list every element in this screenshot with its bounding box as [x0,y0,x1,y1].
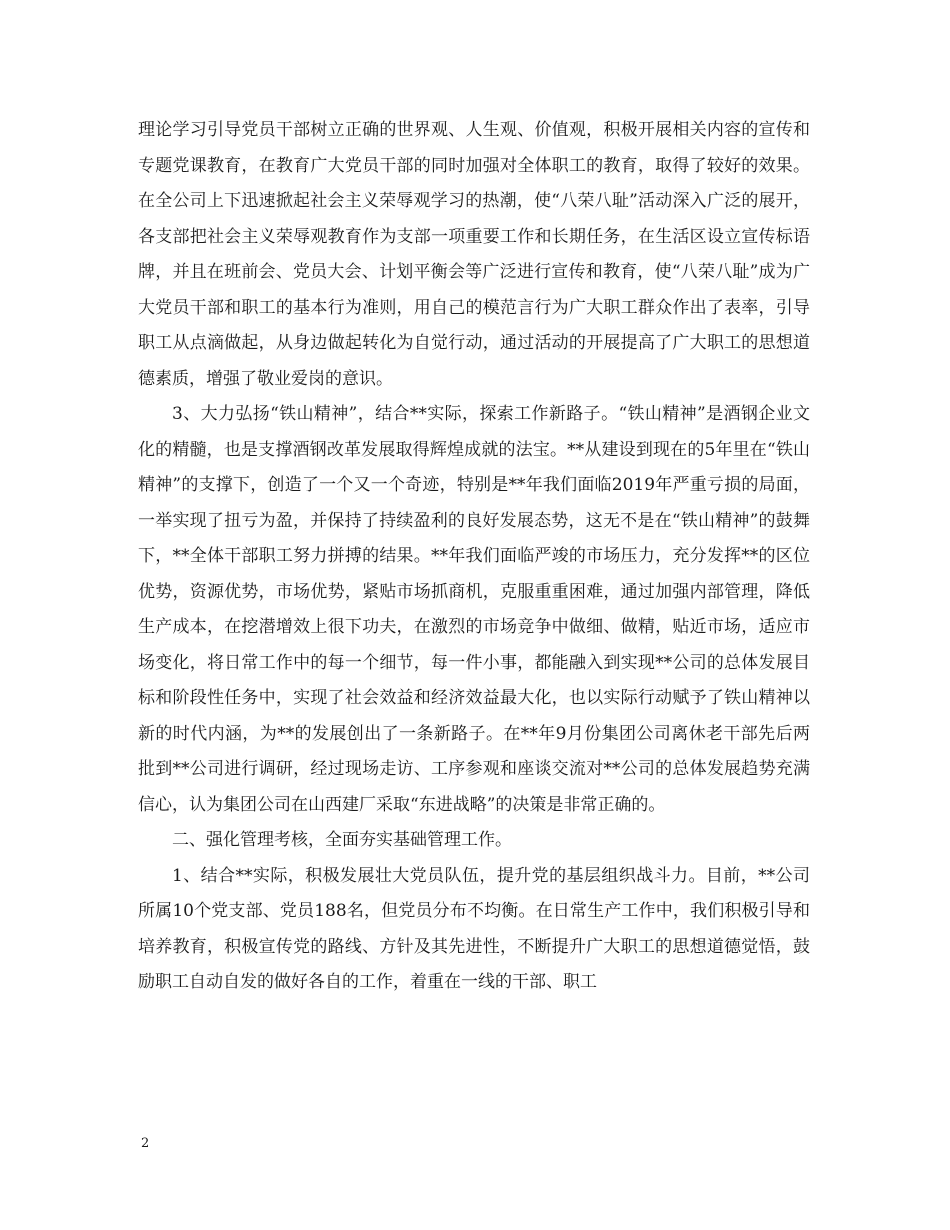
paragraph-continued: 理论学习引导党员干部树立正确的世界观、人生观、价值观，积极开展相关内容的宣传和专题党课教育，在教育广大党员干部的同时加强对全体职工的教育，取得了较好的效果。在全公司上下迅速掀起社会主义荣辱观学习的热潮，使“八荣八耻”活动深入广泛的展开，各支部把社会主义荣辱观教育作为支部一项重要工作和长期任务，在生活区设立宣传标语牌，并且在班前会、党员大会、计划平衡会等广泛进行宣传和教育，使“八荣八耻”成为广大党员干部和职工的基本行为准则，用自己的模范言行为广大职工群众作出了表率，引导职工从点滴做起，从身边做起转化为自觉行动，通过活动的开展提高了广大职工的思想道德素质，增强了敬业爱岗的意识。 [138,120,810,389]
section-heading-management: 二、强化管理考核，全面夯实基础管理工作。 [172,830,512,850]
paragraph-party-members: 1、结合**实际，积极发展壮大党员队伍，提升党的基层组织战斗力。目前，**公司所属10个党支部、党员188名，但党员分布不均衡。在日常生产工作中，我们积极引导和培养教育，积极宣传党的路线、方针及其先进性，不断提升广大职工的思想道德觉悟，鼓励职工自动自发的做好各自的工作，着重在一线的干部、职工 [138,865,810,992]
document-body [138,113,810,1001]
page-number: 2 [141,1136,150,1151]
paragraph-tieshan-spirit: 3、大力弘扬“铁山精神”，结合**实际，探索工作新路子。“铁山精神”是酒钢企业文化的精髓，也是支撑酒钢改革发展取得辉煌成就的法宝。**从建设到现在的5年里在“铁山精神”的支撑下，创造了一个又一个奇迹，特别是**年我们面临2019年严重亏损的局面，一举实现了扭亏为盈，并保持了持续盈利的良好发展态势，这无不是在“铁山精神”的鼓舞下，**全体干部职工努力拼搏的结果。**年我们面临严竣的市场压力，充分发挥**的区位优势，资源优势，市场优势，紧贴市场抓商机，克服重重困难，通过加强内部管理，降低生产成本，在挖潜增效上很下功夫，在激烈的市场竞争中做细、做精，贴近市场，适应市场变化，将日常工作中的每一个细节，每一件小事，都能融入到实现**公司的总体发展目标和阶段性任务中，实现了社会效益和经济效益最大化，也以实际行动赋予了铁山精神以新的时代内涵，为**的发展创出了一条新路子。在**年9月份集团公司离休老干部先后两批到**公司进行调研，经过现场走访、工序参观和座谈交流对**公司的总体发展趋势充满信心，认为集团公司在山西建厂采取“东进战略”的决策是非常正确的。 [138,404,810,815]
